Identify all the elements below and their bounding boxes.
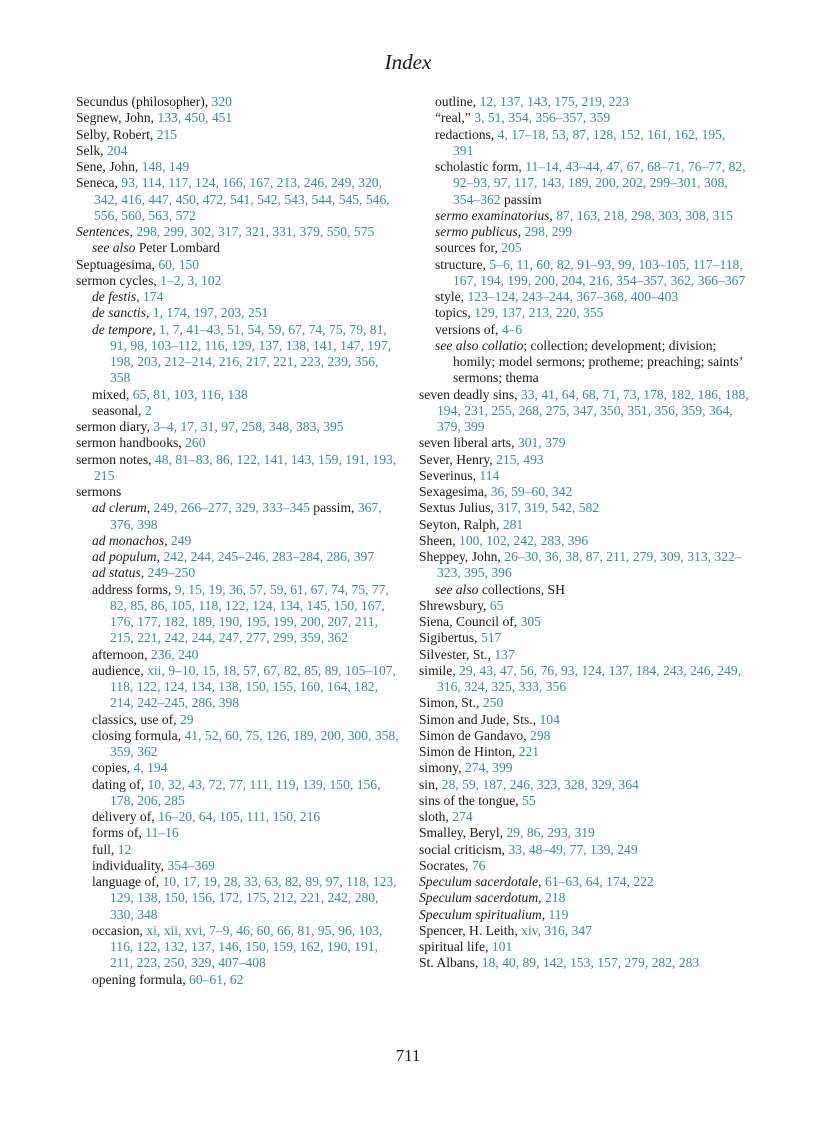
page-references: 298, 299 <box>524 224 573 239</box>
page-references: 29, 86, 293, 319 <box>506 825 595 841</box>
entry-term-italic: de festis <box>92 289 137 304</box>
index-entry <box>419 825 749 841</box>
entry-text: sins of the tongue, <box>419 792 523 808</box>
entry-text: sin, <box>419 776 442 792</box>
entry-text: , <box>517 224 525 239</box>
index-entry <box>419 598 749 614</box>
entry-text: St. Albans, <box>419 955 482 971</box>
index-entry <box>419 614 749 630</box>
page-title: Index <box>384 50 432 74</box>
entry-text: , <box>538 890 545 906</box>
index-subentry <box>76 533 401 549</box>
page-references: 65, 81, 103, 116, 138 <box>132 386 248 402</box>
index-subentry <box>419 240 749 256</box>
index-subentry <box>419 582 749 598</box>
page-references: 41, 52, 60, 75, 126, 189, 200, 300, 358, 359, 362 <box>110 727 399 759</box>
entry-text: , <box>140 565 148 581</box>
page-references: 101 <box>491 939 513 954</box>
entry-text: sermon diary, <box>76 419 154 434</box>
page-references: 354–369 <box>167 857 215 873</box>
page-references: 1, 174, 197, 203, 251 <box>152 305 269 321</box>
page-references: 33, 48–49, 77, 139, 249 <box>508 841 638 857</box>
index-entry <box>419 874 749 890</box>
index-subentry <box>76 712 401 728</box>
page-references: 87, 163, 218, 298, 303, 308, 315 <box>556 207 733 223</box>
entry-text: versions of, <box>435 321 502 337</box>
page-references: 305 <box>520 614 541 629</box>
index-entry <box>419 517 749 533</box>
entry-term-italic: see also <box>435 337 479 353</box>
index-entry <box>419 890 749 906</box>
index-entry <box>76 484 401 500</box>
entry-text: address forms, <box>92 581 175 597</box>
entry-text: , <box>136 289 143 304</box>
page-references: 218 <box>544 890 566 906</box>
page-references: 317, 319, 542, 582 <box>497 500 600 516</box>
index-entry <box>76 419 401 435</box>
page-references: 204 <box>106 142 128 158</box>
entry-text: dating of, <box>92 776 148 792</box>
index-subentry <box>76 809 401 825</box>
page-references: 48, 81–83, 86, 122, 141, 143, 159, 191, 193, 215 <box>94 451 397 483</box>
entry-term-italic: see also <box>435 581 479 597</box>
page-references: 298 <box>530 727 551 743</box>
index-entry <box>419 452 749 468</box>
entry-text: Seneca, <box>76 175 122 191</box>
entry-text: Simon de Gandavo, <box>419 727 531 743</box>
index-subentry <box>76 289 401 305</box>
entry-text: simile, <box>419 662 460 678</box>
entry-text: sermon handbooks, <box>76 435 186 451</box>
entry-text: Sigibertus, <box>419 630 481 646</box>
index-subentry <box>419 224 749 240</box>
entry-text: Smalley, Beryl, <box>419 825 507 841</box>
index-subentry <box>76 874 401 923</box>
index-subentry <box>419 257 749 290</box>
index-subentry <box>76 565 401 581</box>
entry-term-italic: sermo examinatorius <box>435 207 550 223</box>
entry-text: sermon cycles, <box>76 272 161 288</box>
page-references: 10, 32, 43, 72, 77, 111, 119, 139, 150, 156, 178, 206, 285 <box>110 776 381 808</box>
page-references: 205 <box>501 240 522 256</box>
index-entry <box>419 663 749 696</box>
page-references: 137 <box>494 646 515 662</box>
index-entry <box>419 712 749 728</box>
page-references: 298, 299, 302, 317, 321, 331, 379, 550, 575 <box>136 224 375 239</box>
page-references: 61–63, 64, 174, 222 <box>544 874 654 889</box>
page-references: 29 <box>179 711 194 727</box>
page-references: 249–250 <box>147 565 196 581</box>
entry-text: seven deadly sins, <box>419 386 521 402</box>
entry-text: sources for, <box>435 240 502 256</box>
entry-term-italic: see also <box>92 240 136 256</box>
index-subentry <box>76 728 401 761</box>
page-references: 242, 244, 245–246, 283–284, 286, 397 <box>163 549 375 564</box>
page-references: 3, 51, 354, 356–357, 359 <box>474 110 611 126</box>
page-references: 301, 379 <box>517 435 566 451</box>
page-references: 119 <box>548 906 569 922</box>
index-entry <box>76 159 401 175</box>
index-entry <box>419 744 749 760</box>
entry-text: Simon de Hinton, <box>419 744 519 759</box>
entry-text: afternoon, <box>92 646 151 662</box>
index-entry <box>419 549 749 582</box>
page-references: 114 <box>479 467 500 483</box>
page-references: 1–2, 3, 102 <box>160 272 222 288</box>
entry-text: individuality, <box>92 857 168 873</box>
entry-text: Septuagesima, <box>76 256 159 272</box>
index-subentry <box>76 403 401 419</box>
index-entry <box>76 224 401 240</box>
index-entry <box>419 842 749 858</box>
page-references: 3–4, 17, 31, 97, 258, 348, 383, 395 <box>153 419 344 434</box>
page-references: 100, 102, 242, 283, 396 <box>459 532 589 548</box>
entry-text: redactions, <box>435 126 498 142</box>
index-subentry <box>419 159 749 208</box>
entry-text: Peter Lombard <box>135 240 220 256</box>
page-references: 260 <box>185 435 206 451</box>
index-entry <box>419 955 749 971</box>
entry-text: spiritual life, <box>419 939 492 954</box>
index-subentry <box>419 110 749 126</box>
entry-term-italic: Sentences <box>76 224 130 239</box>
entry-text: topics, <box>435 305 475 321</box>
entry-term-italic: de sanctis <box>92 305 146 321</box>
entry-text: , <box>538 874 545 889</box>
entry-text: Selk, <box>76 142 107 158</box>
index-entry <box>419 435 749 451</box>
index-subentry <box>76 387 401 403</box>
entry-text: collections, SH <box>478 581 565 597</box>
page-references: 76 <box>471 857 486 873</box>
page-references: 55 <box>522 792 536 808</box>
entry-text: closing formula, <box>92 727 185 743</box>
entry-text: Socrates, <box>419 857 472 873</box>
entry-term-italic: de tempore <box>92 321 153 337</box>
page-references: 236, 240 <box>150 646 199 662</box>
entry-text: occasion, <box>92 922 147 938</box>
entry-text: , <box>549 207 557 223</box>
entry-text: Segnew, John, <box>76 110 158 126</box>
entry-text: structure, <box>435 256 490 272</box>
index-entry <box>419 858 749 874</box>
index-entry <box>419 647 749 663</box>
page-references: 221 <box>518 744 540 759</box>
entry-text: Sene, John, <box>76 159 142 174</box>
index-subentry <box>76 647 401 663</box>
index-entry <box>419 777 749 793</box>
entry-text: Sever, Henry, <box>419 451 497 467</box>
page-references: 5–6, 11, 60, 82, 91–93, 99, 103–105, 117–118, 167, 194, 199, 200, 204, 216, 354–357, 362, 366–367 <box>453 256 746 288</box>
index-subentry <box>419 305 749 321</box>
index-subentry <box>419 322 749 338</box>
entry-text: seasonal, <box>92 402 145 418</box>
page-references: 104 <box>539 711 560 727</box>
page-references: 123–124, 243–244, 367–368, 400–403 <box>467 289 679 304</box>
entry-text: Selby, Robert, <box>76 126 157 142</box>
page-references: xi, xii, xvi, 7–9, 46, 60, 66, 81, 95, 96, 103, 116, 122, 132, 137, 146, 150, 159, 162, 190, 191, 211, 223, 250, 329, 407–408 <box>110 922 383 971</box>
index-entry <box>419 533 749 549</box>
entry-text: classics, use of, <box>92 711 180 727</box>
entry-text: social criticism, <box>419 841 509 857</box>
index-entry <box>76 110 401 126</box>
page-references: 2 <box>144 402 152 418</box>
entry-text: Shrewsbury, <box>419 597 490 613</box>
entry-text: , <box>156 549 164 564</box>
entry-text: Sexagesima, <box>419 484 491 499</box>
index-entry <box>76 94 401 110</box>
index-subentry <box>76 842 401 858</box>
index-entry <box>419 809 749 825</box>
index-subentry <box>76 760 401 776</box>
index-subentry <box>419 94 749 110</box>
entry-text: Sextus Julius, <box>419 500 498 516</box>
page-references: 274, 399 <box>464 760 513 776</box>
index-entry <box>419 939 749 955</box>
entry-text: mixed, <box>92 386 133 402</box>
entry-text: “real,” <box>435 110 475 126</box>
index-subentry <box>419 338 749 387</box>
page-references: 12 <box>117 841 132 857</box>
entry-term-italic: collatio <box>481 337 524 353</box>
entry-text: copies, <box>92 760 134 776</box>
page-references: 9, 15, 19, 36, 57, 59, 61, 67, 74, 75, 77, 82, 85, 86, 105, 118, 122, 124, 134, 145, 150, 167, 176, 177, 182, 189, 190, 195, 199, 200, 207, 211, 215, 221, 242, 244, 247, 277, 299, 359, 362 <box>110 581 389 646</box>
entry-text: delivery of, <box>92 809 159 824</box>
page-references: 249 <box>170 532 192 548</box>
page-references: 4, 194 <box>133 760 168 776</box>
page-references: 250 <box>482 695 504 711</box>
entry-text: opening formula, <box>92 971 190 987</box>
index-subentry <box>76 972 401 988</box>
index-entry <box>419 728 749 744</box>
index-subentry <box>76 322 401 387</box>
index-subentry <box>76 923 401 972</box>
index-subentry <box>76 663 401 712</box>
entry-text: full, <box>92 841 118 857</box>
page-references: 215, 493 <box>496 451 544 467</box>
page-references: 320 <box>211 94 232 109</box>
page-references: 129, 137, 213, 220, 355 <box>474 305 604 321</box>
entry-text: Spencer, H. Leith, <box>419 922 522 938</box>
entry-text: Simon and Jude, Sts., <box>419 711 540 727</box>
entry-text: Sheppey, John, <box>419 549 505 564</box>
index-entry <box>76 435 401 451</box>
entry-text: , <box>146 500 154 516</box>
page-references: 174 <box>142 289 164 304</box>
page-references: 26–30, 36, 38, 87, 211, 279, 309, 313, 322–323, 395, 396 <box>437 549 742 581</box>
entry-term-italic: ad status <box>92 565 141 581</box>
page-references: 60, 150 <box>158 256 200 272</box>
page-references: 10, 17, 19, 28, 33, 63, 82, 89, 97, 118, 123, 129, 138, 150, 156, 172, 175, 212, 221, 242, 280, 330, 348 <box>110 874 397 922</box>
index-subentry <box>419 127 749 160</box>
page-references: 4–6 <box>501 321 523 337</box>
entry-term-italic: sermo publicus <box>435 224 518 239</box>
index-entry <box>76 257 401 273</box>
index-entry <box>419 630 749 646</box>
index-entry <box>419 387 749 436</box>
entry-text: passim, <box>309 500 358 516</box>
index-column-left <box>76 94 401 988</box>
entry-text: Simon, St., <box>419 695 483 711</box>
page-references: 29, 43, 47, 56, 76, 93, 124, 137, 184, 243, 246, 249, 316, 324, 325, 333, 356 <box>437 662 742 694</box>
index-subentry <box>76 549 401 565</box>
entry-text: sermons <box>76 484 122 499</box>
index-entry <box>76 273 401 289</box>
index-subentry <box>76 500 401 533</box>
index-entry <box>419 695 749 711</box>
page-references: 133, 450, 451 <box>157 110 233 126</box>
index-subentry <box>76 858 401 874</box>
entry-text: , <box>146 305 153 321</box>
entry-term-italic: Speculum sacerdotale <box>419 874 539 889</box>
page-references: 36, 59–60, 342 <box>490 484 573 499</box>
index-entry <box>419 760 749 776</box>
page-references: 18, 40, 89, 142, 153, 157, 279, 282, 283 <box>481 955 700 971</box>
entry-text: outline, <box>435 94 480 109</box>
index-entry <box>419 923 749 939</box>
entry-text: ; collection; development; division; homily; model sermons; protheme; preaching; saints’ sermons; thema <box>453 337 743 386</box>
index-entry <box>419 500 749 516</box>
page-references: 11–14, 43–44, 47, 67, 68–71, 76–77, 82, 92–93, 97, 117, 143, 189, 200, 202, 299–301, 308, 354–362 <box>453 159 746 207</box>
entry-text: , <box>541 906 549 922</box>
page-references: 367, 376, 398 <box>110 500 382 532</box>
page-references: 33, 41, 64, 68, 71, 73, 178, 182, 186, 188, 194, 231, 255, 268, 275, 347, 350, 351, 356, 359, 364, 379, 399 <box>437 386 749 434</box>
index-subentry <box>76 305 401 321</box>
entry-text: Siena, Council of, <box>419 614 521 629</box>
page-references: 65 <box>489 597 504 613</box>
entry-text: Silvester, St., <box>419 646 495 662</box>
index-entry <box>419 468 749 484</box>
page-references: 1, 7, 41–43, 51, 54, 59, 67, 74, 75, 79, 81, 91, 98, 103–112, 116, 129, 137, 138, 141, 147, 197, 198, 203, 212–214, 216, 217, 221, 223, 239, 356, 358 <box>110 321 392 386</box>
entry-text: language of, <box>92 874 163 889</box>
page-references: 148, 149 <box>141 159 190 174</box>
index-subentry <box>76 825 401 841</box>
page-references: xii, 9–10, 15, 18, 57, 67, 82, 85, 89, 105–107, 118, 122, 124, 134, 138, 150, 155, 160, 164, 182, 214, 242–245, 286, 398 <box>110 662 396 711</box>
entry-text: Seyton, Ralph, <box>419 516 503 532</box>
index-entry <box>419 907 749 923</box>
index-subentry <box>76 582 401 647</box>
entry-term-italic: ad populum <box>92 549 157 564</box>
index-subentry <box>76 240 401 256</box>
entry-text: style, <box>435 289 468 304</box>
page-references: 28, 59, 187, 246, 323, 328, 329, 364 <box>441 776 639 792</box>
entry-text: simony, <box>419 760 465 776</box>
page-references: 281 <box>502 516 524 532</box>
entry-text: , <box>129 224 137 239</box>
page-references: 16–20, 64, 105, 111, 150, 216 <box>158 809 321 824</box>
entry-text: seven liberal arts, <box>419 435 518 451</box>
entry-text: Severinus, <box>419 467 480 483</box>
page-references: 249, 266–277, 329, 333–345 <box>153 500 310 516</box>
entry-text: audience, <box>92 662 148 678</box>
index-entry <box>419 793 749 809</box>
page-number: 711 <box>395 1046 421 1065</box>
entry-term-italic: Speculum sacerdotum <box>419 890 539 906</box>
entry-term-italic: ad monachos <box>92 532 165 548</box>
entry-text: sloth, <box>419 809 453 824</box>
page-references: xiv, 316, 347 <box>521 922 593 938</box>
index-subentry <box>76 777 401 810</box>
page-references: 60–61, 62 <box>189 971 244 987</box>
page-references: 93, 114, 117, 124, 166, 167, 213, 246, 249, 320, 342, 416, 447, 450, 472, 541, 542, 543, 544, 545, 546, 556, 560, 563, 572 <box>94 175 390 223</box>
index-subentry <box>419 208 749 224</box>
index-entry <box>76 127 401 143</box>
entry-text: sermon notes, <box>76 451 155 467</box>
index-entry <box>76 452 401 485</box>
page-references: 517 <box>480 630 502 646</box>
index-column-right <box>419 94 749 972</box>
entry-text: , <box>152 321 160 337</box>
page-references: 215 <box>156 126 178 142</box>
entry-text: passim <box>500 191 542 207</box>
page-references: 12, 137, 143, 175, 219, 223 <box>479 94 630 109</box>
entry-text: , <box>164 532 171 548</box>
entry-text: Sheen, <box>419 532 460 548</box>
index-subentry <box>419 289 749 305</box>
page-references: 274 <box>452 809 473 824</box>
entry-text: forms of, <box>92 825 146 841</box>
index-entry <box>76 175 401 224</box>
entry-term-italic: Speculum spiritualium <box>419 906 542 922</box>
index-entry <box>76 143 401 159</box>
entry-text: scholastic form, <box>435 159 526 174</box>
page-references: 4, 17–18, 53, 87, 128, 152, 161, 162, 195, 391 <box>453 126 726 158</box>
entry-term-italic: ad clerum <box>92 500 147 516</box>
entry-text: Secundus (philosopher), <box>76 94 212 109</box>
index-entry <box>419 484 749 500</box>
page-references: 11–16 <box>145 825 179 841</box>
